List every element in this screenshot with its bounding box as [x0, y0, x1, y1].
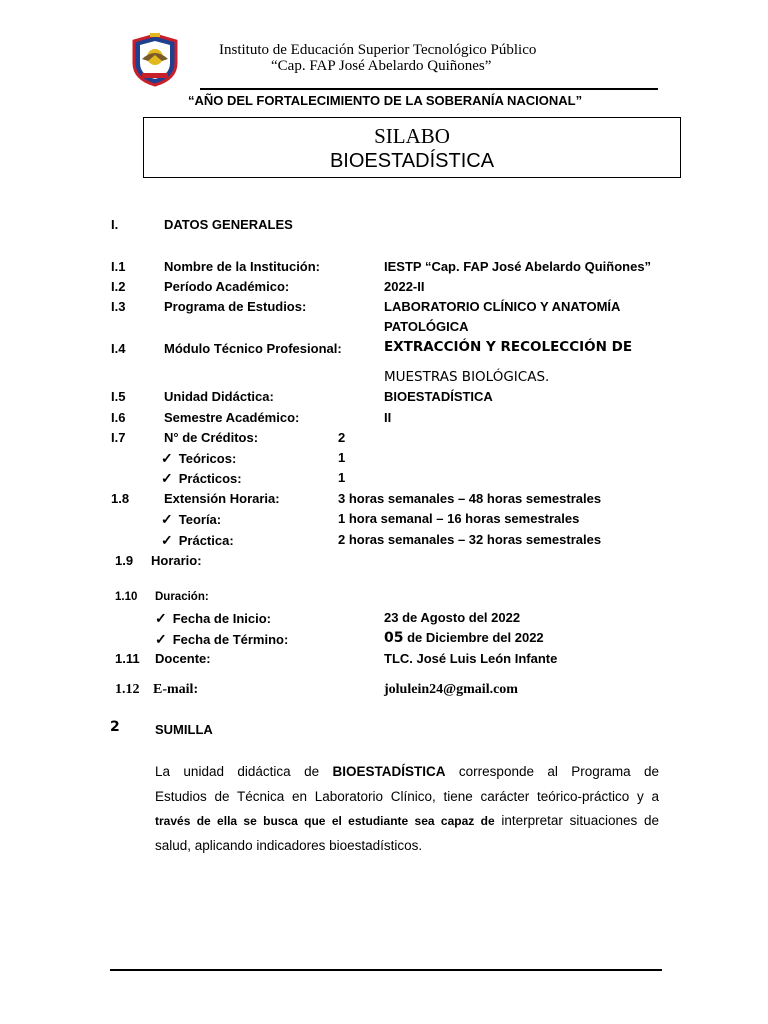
sub-item-label: Fecha de Inicio: [172, 611, 271, 626]
section-heading: SUMILLA [155, 722, 213, 737]
item-label: Semestre Académico: [164, 410, 300, 425]
checkmark-icon: ✓ [155, 610, 167, 626]
item-label: N° de Créditos: [164, 430, 259, 445]
footer-divider [110, 969, 662, 971]
item-label: Programa de Estudios: [164, 299, 307, 314]
item-label: Extensión Horaria: [164, 491, 280, 506]
item-label: Módulo Técnico Profesional: [164, 341, 342, 356]
section-number: I. [111, 217, 119, 232]
item-number: I.1 [111, 259, 126, 274]
sub-item [161, 532, 234, 549]
paragraph-line: Estudios de Técnica en Laboratorio Clínico, tiene carácter teórico-práctico y a [155, 788, 659, 804]
item-number: I.6 [111, 410, 126, 425]
item-value: EXTRACCIÓN Y RECOLECCIÓN DE [384, 339, 633, 355]
sub-item-value [384, 630, 544, 646]
title-box [143, 117, 681, 178]
item-value: 3 horas semanales – 48 horas semestrales [338, 491, 602, 506]
item-number: 1.8 [111, 491, 130, 506]
document-title: SILABO [374, 124, 450, 148]
sub-item-value: 1 [338, 470, 346, 485]
sub-item-value: 1 [338, 450, 346, 465]
checkmark-icon: ✓ [155, 631, 167, 647]
item-number: I.5 [111, 389, 126, 404]
item-value: TLC. José Luis León Infante [384, 651, 558, 666]
email-value: jolulein24@gmail.com [384, 682, 518, 697]
sub-item-label: Teoría: [178, 512, 222, 527]
item-number: 1.9 [115, 553, 134, 568]
sumilla-paragraph [155, 760, 659, 858]
item-value: 2 [338, 430, 346, 445]
item-number: I.3 [111, 299, 126, 314]
header-divider [200, 88, 658, 90]
item-number: I.4 [111, 341, 126, 356]
sub-item-value: 2 horas semanales – 32 horas semestrales [338, 532, 602, 547]
end-day: 05 [384, 630, 404, 646]
checkmark-icon: ✓ [161, 470, 173, 486]
item-number: 1.10 [115, 591, 138, 603]
item-label: Duración: [155, 591, 209, 603]
checkmark-icon: ✓ [161, 450, 173, 466]
year-motto: “AÑO DEL FORTALECIMIENTO DE LA SOBERANÍA NACIONAL” [188, 93, 583, 108]
sub-item-label: Fecha de Término: [172, 632, 289, 647]
course-title: BIOESTADÍSTICA [329, 150, 495, 172]
item-value: II [384, 410, 392, 425]
item-value: BIOESTADÍSTICA [384, 389, 493, 404]
institution-logo [128, 33, 182, 87]
paragraph-line: La unidad didáctica de BIOESTADÍSTICA corresponde al Programa de [155, 764, 659, 779]
sub-item [155, 610, 271, 627]
section-number: 2 [110, 719, 120, 735]
end-date-rest: de Diciembre del 2022 [403, 630, 544, 645]
sub-item-value: 23 de Agosto del 2022 [384, 610, 521, 625]
item-number: 1.12 [115, 682, 140, 697]
item-value: LABORATORIO CLÍNICO Y ANATOMÍA [384, 299, 621, 314]
item-label: Nombre de la Institución: [164, 259, 321, 274]
item-value-continued: PATOLÓGICA [384, 319, 469, 334]
sub-item-label: Prácticos: [178, 471, 242, 486]
item-label: Unidad Didáctica: [164, 389, 274, 404]
item-value-continued: MUESTRAS BIOLÓGICAS. [384, 369, 550, 385]
paragraph-line: través de ella se busca que el estudiante sea capaz de interpretar situaciones de [155, 813, 660, 828]
sub-item [161, 450, 236, 467]
course-name-emphasis: BIOESTADÍSTICA [332, 764, 446, 779]
institution-name-line2: “Cap. FAP José Abelardo Quiñones” [271, 58, 492, 74]
item-label: Período Académico: [164, 279, 290, 294]
sub-item-value: 1 hora semanal – 16 horas semestrales [338, 511, 580, 526]
item-value: IESTP “Cap. FAP José Abelardo Quiñones” [384, 259, 652, 274]
paragraph-line: salud, aplicando indicadores bioestadísticos. [155, 837, 423, 853]
sub-item [155, 631, 288, 648]
item-number: 1.11 [115, 651, 140, 666]
sub-item [161, 511, 221, 528]
item-label: Docente: [155, 651, 211, 666]
checkmark-icon: ✓ [161, 511, 173, 527]
item-label: Horario: [151, 553, 202, 568]
institution-name-line1: Instituto de Educación Superior Tecnológico Público [219, 42, 537, 58]
sub-item [161, 470, 242, 487]
sub-item-label: Teóricos: [178, 451, 237, 466]
item-value: 2022-II [384, 279, 425, 294]
checkmark-icon: ✓ [161, 532, 173, 548]
item-number: I.7 [111, 430, 126, 445]
item-label: E-mail: [153, 682, 199, 697]
section-heading: DATOS GENERALES [164, 217, 293, 232]
sub-item-label: Práctica: [178, 533, 234, 548]
item-number: I.2 [111, 279, 126, 294]
